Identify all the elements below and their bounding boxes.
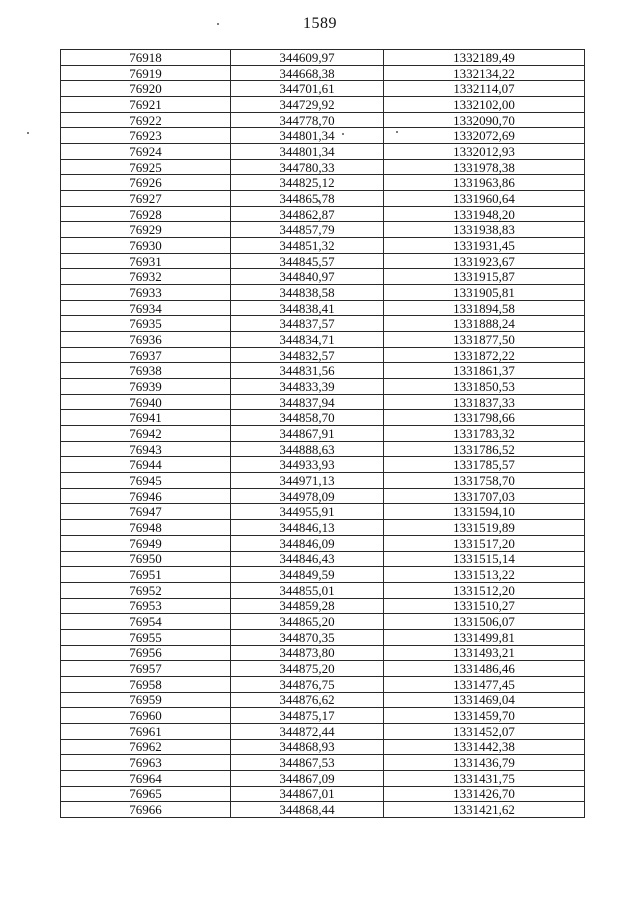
table-row [61,316,585,332]
table-row [61,645,585,661]
x-coordinate-cell: 344867,09 [231,770,384,786]
table-row [61,269,585,285]
table-row [61,676,585,692]
x-coordinate-cell: 344837,94 [231,394,384,410]
table-row [61,159,585,175]
y-coordinate-cell: 1331426,70 [384,786,585,802]
table-row [61,598,585,614]
point-number-cell: 76925 [61,159,231,175]
x-coordinate-cell: 344851,32 [231,238,384,254]
point-number-cell: 76944 [61,457,231,473]
point-number-cell: 76954 [61,614,231,630]
point-number-cell: 76942 [61,426,231,442]
x-coordinate-cell: 344780,33 [231,159,384,175]
y-coordinate-cell: 1331517,20 [384,535,585,551]
point-number-cell: 76927 [61,191,231,207]
table-row [61,285,585,301]
x-coordinate-cell: 344867,53 [231,755,384,771]
point-number-cell: 76965 [61,786,231,802]
x-coordinate-cell: 344867,01 [231,786,384,802]
table-row [61,379,585,395]
point-number-cell: 76922 [61,112,231,128]
table-row [61,363,585,379]
x-coordinate-cell: 344868,44 [231,802,384,818]
x-coordinate-cell: 344862,87 [231,206,384,222]
x-coordinate-cell: 344876,62 [231,692,384,708]
y-coordinate-cell: 1332090,70 [384,112,585,128]
y-coordinate-cell: 1331452,07 [384,723,585,739]
table-row [61,222,585,238]
y-coordinate-cell: 1331798,66 [384,410,585,426]
x-coordinate-cell: 344955,91 [231,504,384,520]
x-coordinate-cell: 344978,09 [231,488,384,504]
table-row [61,347,585,363]
table-row [61,770,585,786]
y-coordinate-cell: 1331837,33 [384,394,585,410]
point-number-cell: 76935 [61,316,231,332]
table-row [61,206,585,222]
y-coordinate-cell: 1332189,49 [384,50,585,66]
y-coordinate-cell: 1331469,04 [384,692,585,708]
table-row [61,692,585,708]
point-number-cell: 76961 [61,723,231,739]
point-number-cell: 76959 [61,692,231,708]
y-coordinate-cell: 1331459,70 [384,708,585,724]
y-coordinate-cell: 1332012,93 [384,144,585,160]
y-coordinate-cell: 1331421,62 [384,802,585,818]
y-coordinate-cell: 1331510,27 [384,598,585,614]
table-row [61,520,585,536]
x-coordinate-cell: 344825,12 [231,175,384,191]
x-coordinate-cell: 344858,70 [231,410,384,426]
scan-speck [217,23,219,25]
table-row [61,300,585,316]
x-coordinate-cell: 344855,01 [231,582,384,598]
x-coordinate-cell: 344876,75 [231,676,384,692]
table-row [61,238,585,254]
x-coordinate-cell: 344865,20 [231,614,384,630]
y-coordinate-cell: 1331978,38 [384,159,585,175]
table-row [61,253,585,269]
y-coordinate-cell: 1331894,58 [384,300,585,316]
y-coordinate-cell: 1331506,07 [384,614,585,630]
y-coordinate-cell: 1331477,45 [384,676,585,692]
table-row [61,97,585,113]
table-row [61,65,585,81]
point-number-cell: 76956 [61,645,231,661]
table-row [61,191,585,207]
table-row [61,723,585,739]
x-coordinate-cell: 344865,78 [231,191,384,207]
table-row [61,504,585,520]
x-coordinate-cell: 344857,79 [231,222,384,238]
page-number: 1589 [303,15,337,32]
point-number-cell: 76951 [61,567,231,583]
y-coordinate-cell: 1331948,20 [384,206,585,222]
x-coordinate-cell: 344872,44 [231,723,384,739]
x-coordinate-cell: 344834,71 [231,332,384,348]
x-coordinate-cell: 344875,20 [231,661,384,677]
table-row [61,394,585,410]
x-coordinate-cell: 344846,09 [231,535,384,551]
y-coordinate-cell: 1331938,83 [384,222,585,238]
x-coordinate-cell: 344609,97 [231,50,384,66]
table-row [61,410,585,426]
point-number-cell: 76920 [61,81,231,97]
x-coordinate-cell: 344846,43 [231,551,384,567]
table-row [61,802,585,818]
table-row [61,175,585,191]
point-number-cell: 76941 [61,410,231,426]
y-coordinate-cell: 1332102,00 [384,97,585,113]
table-row [61,535,585,551]
table-row [61,426,585,442]
y-coordinate-cell: 1331515,14 [384,551,585,567]
x-coordinate-cell: 344831,56 [231,363,384,379]
point-number-cell: 76960 [61,708,231,724]
y-coordinate-cell: 1331786,52 [384,441,585,457]
y-coordinate-cell: 1331783,32 [384,426,585,442]
table-row [61,551,585,567]
point-number-cell: 76938 [61,363,231,379]
y-coordinate-cell: 1331499,81 [384,629,585,645]
y-coordinate-cell: 1331861,37 [384,363,585,379]
x-coordinate-cell: 344859,28 [231,598,384,614]
point-number-cell: 76946 [61,488,231,504]
x-coordinate-cell: 344832,57 [231,347,384,363]
table-row [61,332,585,348]
y-coordinate-cell: 1331493,21 [384,645,585,661]
table-row [61,614,585,630]
y-coordinate-cell: 1331877,50 [384,332,585,348]
point-number-cell: 76932 [61,269,231,285]
x-coordinate-cell: 344729,92 [231,97,384,113]
x-coordinate-cell: 344838,41 [231,300,384,316]
table-row [61,128,585,144]
point-number-cell: 76934 [61,300,231,316]
y-coordinate-cell: 1331923,67 [384,253,585,269]
table-row [61,50,585,66]
y-coordinate-cell: 1331519,89 [384,520,585,536]
x-coordinate-cell: 344801,34 [231,128,384,144]
table-row [61,473,585,489]
point-number-cell: 76945 [61,473,231,489]
y-coordinate-cell: 1331960,64 [384,191,585,207]
coordinates-table [60,49,585,818]
table-row [61,786,585,802]
table-row [61,144,585,160]
table-row [61,739,585,755]
y-coordinate-cell: 1331785,57 [384,457,585,473]
point-number-cell: 76937 [61,347,231,363]
point-number-cell: 76940 [61,394,231,410]
x-coordinate-cell: 344778,70 [231,112,384,128]
x-coordinate-cell: 344849,59 [231,567,384,583]
point-number-cell: 76948 [61,520,231,536]
point-number-cell: 76952 [61,582,231,598]
point-number-cell: 76953 [61,598,231,614]
y-coordinate-cell: 1331512,20 [384,582,585,598]
point-number-cell: 76918 [61,50,231,66]
point-number-cell: 76923 [61,128,231,144]
point-number-cell: 76949 [61,535,231,551]
point-number-cell: 76958 [61,676,231,692]
point-number-cell: 76931 [61,253,231,269]
y-coordinate-cell: 1331905,81 [384,285,585,301]
x-coordinate-cell: 344838,58 [231,285,384,301]
point-number-cell: 76933 [61,285,231,301]
table-row [61,441,585,457]
point-number-cell: 76963 [61,755,231,771]
y-coordinate-cell: 1331431,75 [384,770,585,786]
y-coordinate-cell: 1331442,38 [384,739,585,755]
x-coordinate-cell: 344846,13 [231,520,384,536]
x-coordinate-cell: 344840,97 [231,269,384,285]
y-coordinate-cell: 1331888,24 [384,316,585,332]
y-coordinate-cell: 1332134,22 [384,65,585,81]
point-number-cell: 76947 [61,504,231,520]
point-number-cell: 76964 [61,770,231,786]
point-number-cell: 76943 [61,441,231,457]
y-coordinate-cell: 1331963,86 [384,175,585,191]
y-coordinate-cell: 1331707,03 [384,488,585,504]
x-coordinate-cell: 344873,80 [231,645,384,661]
scan-speck [27,132,29,134]
table-row [61,457,585,473]
table-row [61,661,585,677]
table-row [61,112,585,128]
x-coordinate-cell: 344845,57 [231,253,384,269]
x-coordinate-cell: 344701,61 [231,81,384,97]
y-coordinate-cell: 1331931,45 [384,238,585,254]
table-row [61,582,585,598]
x-coordinate-cell: 344668,38 [231,65,384,81]
x-coordinate-cell: 344888,63 [231,441,384,457]
table-row [61,629,585,645]
y-coordinate-cell: 1331915,87 [384,269,585,285]
table-row [61,755,585,771]
x-coordinate-cell: 344933,93 [231,457,384,473]
y-coordinate-cell: 1332114,07 [384,81,585,97]
x-coordinate-cell: 344868,93 [231,739,384,755]
x-coordinate-cell: 344870,35 [231,629,384,645]
table-row [61,81,585,97]
point-number-cell: 76919 [61,65,231,81]
point-number-cell: 76924 [61,144,231,160]
point-number-cell: 76957 [61,661,231,677]
point-number-cell: 76955 [61,629,231,645]
point-number-cell: 76962 [61,739,231,755]
x-coordinate-cell: 344801,34 [231,144,384,160]
table-row [61,708,585,724]
point-number-cell: 76928 [61,206,231,222]
y-coordinate-cell: 1331594,10 [384,504,585,520]
point-number-cell: 76966 [61,802,231,818]
y-coordinate-cell: 1331486,46 [384,661,585,677]
table-row [61,488,585,504]
coordinates-table-body [61,50,585,818]
point-number-cell: 76921 [61,97,231,113]
table-row [61,567,585,583]
y-coordinate-cell: 1331436,79 [384,755,585,771]
point-number-cell: 76926 [61,175,231,191]
point-number-cell: 76939 [61,379,231,395]
y-coordinate-cell: 1332072,69 [384,128,585,144]
y-coordinate-cell: 1331513,22 [384,567,585,583]
x-coordinate-cell: 344867,91 [231,426,384,442]
x-coordinate-cell: 344971,13 [231,473,384,489]
x-coordinate-cell: 344837,57 [231,316,384,332]
y-coordinate-cell: 1331850,53 [384,379,585,395]
point-number-cell: 76936 [61,332,231,348]
x-coordinate-cell: 344833,39 [231,379,384,395]
point-number-cell: 76930 [61,238,231,254]
point-number-cell: 76950 [61,551,231,567]
point-number-cell: 76929 [61,222,231,238]
y-coordinate-cell: 1331758,70 [384,473,585,489]
x-coordinate-cell: 344875,17 [231,708,384,724]
y-coordinate-cell: 1331872,22 [384,347,585,363]
